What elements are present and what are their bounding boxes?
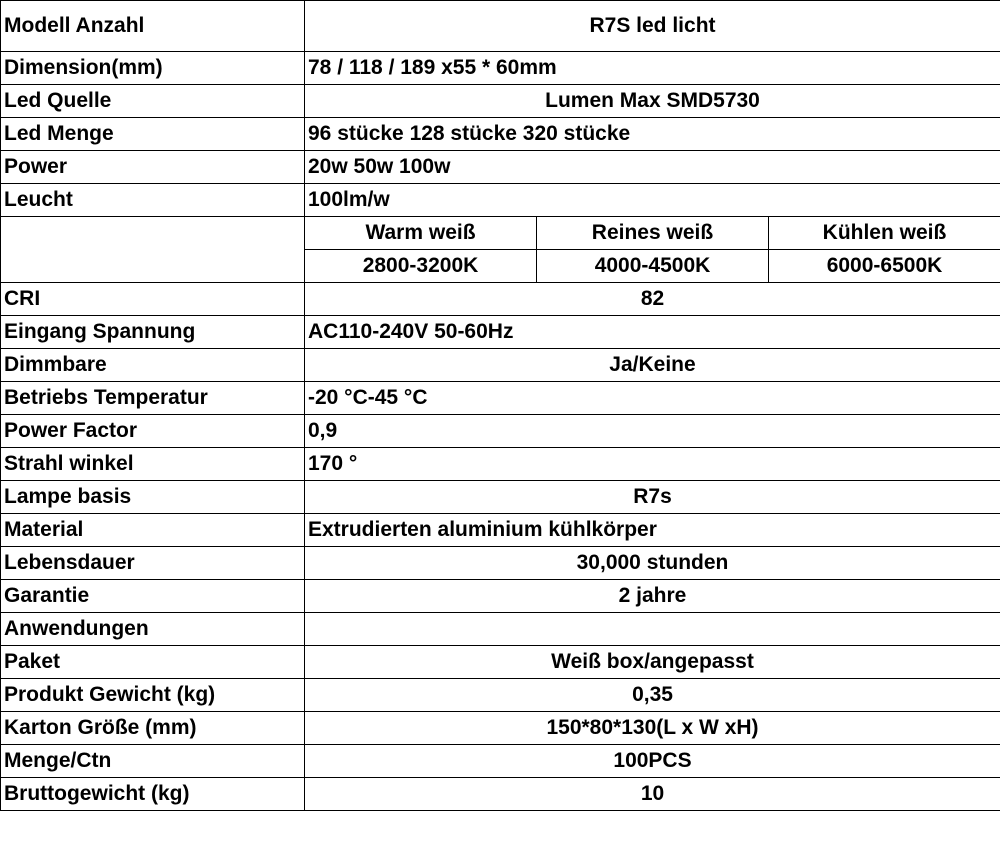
spec-label: Strahl winkel	[1, 448, 305, 481]
color-temp-name: Warm weiß	[305, 217, 537, 250]
spec-row-power	[1, 151, 1000, 184]
spec-row-led-menge	[1, 118, 1000, 151]
spec-label: Menge/Ctn	[1, 745, 305, 778]
spec-row-color-temp-names	[1, 217, 1000, 250]
spec-label: Dimension(mm)	[1, 52, 305, 85]
spec-row-karton	[1, 712, 1000, 745]
spec-label: Led Menge	[1, 118, 305, 151]
spec-row-cri	[1, 283, 1000, 316]
color-temp-kelvin: 2800-3200K	[305, 250, 537, 283]
spec-row-power-factor	[1, 415, 1000, 448]
spec-row-garantie	[1, 580, 1000, 613]
spec-label: Power	[1, 151, 305, 184]
color-temp-name: Reines weiß	[537, 217, 769, 250]
spec-value: 0,9	[305, 415, 1000, 448]
spec-row-led-quelle	[1, 85, 1000, 118]
spec-label: Anwendungen	[1, 613, 305, 646]
spec-value: 78 / 118 / 189 x55 * 60mm	[305, 52, 1000, 85]
color-temp-name: Kühlen weiß	[769, 217, 1000, 250]
spec-label: Lampe basis	[1, 481, 305, 514]
color-temp-kelvin: 6000-6500K	[769, 250, 1000, 283]
spec-label: CRI	[1, 283, 305, 316]
spec-label: Garantie	[1, 580, 305, 613]
spec-row-dimmbare	[1, 349, 1000, 382]
spec-row-temperatur	[1, 382, 1000, 415]
spec-value: AC110-240V 50-60Hz	[305, 316, 1000, 349]
spec-label: Leucht	[1, 184, 305, 217]
spec-row-gewicht	[1, 679, 1000, 712]
spec-label: Bruttogewicht (kg)	[1, 778, 305, 811]
color-temp-kelvin: 4000-4500K	[537, 250, 769, 283]
spec-value: Extrudierten aluminium kühlkörper	[305, 514, 1000, 547]
spec-label: Eingang Spannung	[1, 316, 305, 349]
spec-row-header	[1, 1, 1000, 52]
spec-value: 100PCS	[305, 745, 1000, 778]
spec-value	[305, 613, 1000, 646]
spec-label: Dimmbare	[1, 349, 305, 382]
spec-row-brutto	[1, 778, 1000, 811]
spec-label: Paket	[1, 646, 305, 679]
spec-value: 30,000 stunden	[305, 547, 1000, 580]
spec-row-anwendungen	[1, 613, 1000, 646]
spec-value: 82	[305, 283, 1000, 316]
spec-label: Modell Anzahl	[1, 1, 305, 52]
spec-label: Produkt Gewicht (kg)	[1, 679, 305, 712]
spec-label: Led Quelle	[1, 85, 305, 118]
spec-value: -20 °C-45 °C	[305, 382, 1000, 415]
spec-row-paket	[1, 646, 1000, 679]
spec-label: Power Factor	[1, 415, 305, 448]
spec-value: R7s	[305, 481, 1000, 514]
spec-value: 10	[305, 778, 1000, 811]
spec-row-leucht	[1, 184, 1000, 217]
spec-label: Lebensdauer	[1, 547, 305, 580]
spec-row-lampe	[1, 481, 1000, 514]
spec-value: R7S led licht	[305, 1, 1000, 52]
spec-row-lebensdauer	[1, 547, 1000, 580]
spec-value: Weiß box/angepasst	[305, 646, 1000, 679]
spec-value: 2 jahre	[305, 580, 1000, 613]
spec-row-strahl	[1, 448, 1000, 481]
spec-value: Ja/Keine	[305, 349, 1000, 382]
spec-value: Lumen Max SMD5730	[305, 85, 1000, 118]
spec-label-empty	[1, 217, 305, 283]
spec-value: 20w 50w 100w	[305, 151, 1000, 184]
spec-value: 100lm/w	[305, 184, 1000, 217]
spec-value: 0,35	[305, 679, 1000, 712]
spec-value: 150*80*130(L x W xH)	[305, 712, 1000, 745]
spec-label: Material	[1, 514, 305, 547]
spec-value: 96 stücke 128 stücke 320 stücke	[305, 118, 1000, 151]
spec-label: Karton Größe (mm)	[1, 712, 305, 745]
spec-row-material	[1, 514, 1000, 547]
spec-row-menge-ctn	[1, 745, 1000, 778]
spec-row-dimension	[1, 52, 1000, 85]
spec-row-spannung	[1, 316, 1000, 349]
spec-value: 170 °	[305, 448, 1000, 481]
spec-label: Betriebs Temperatur	[1, 382, 305, 415]
